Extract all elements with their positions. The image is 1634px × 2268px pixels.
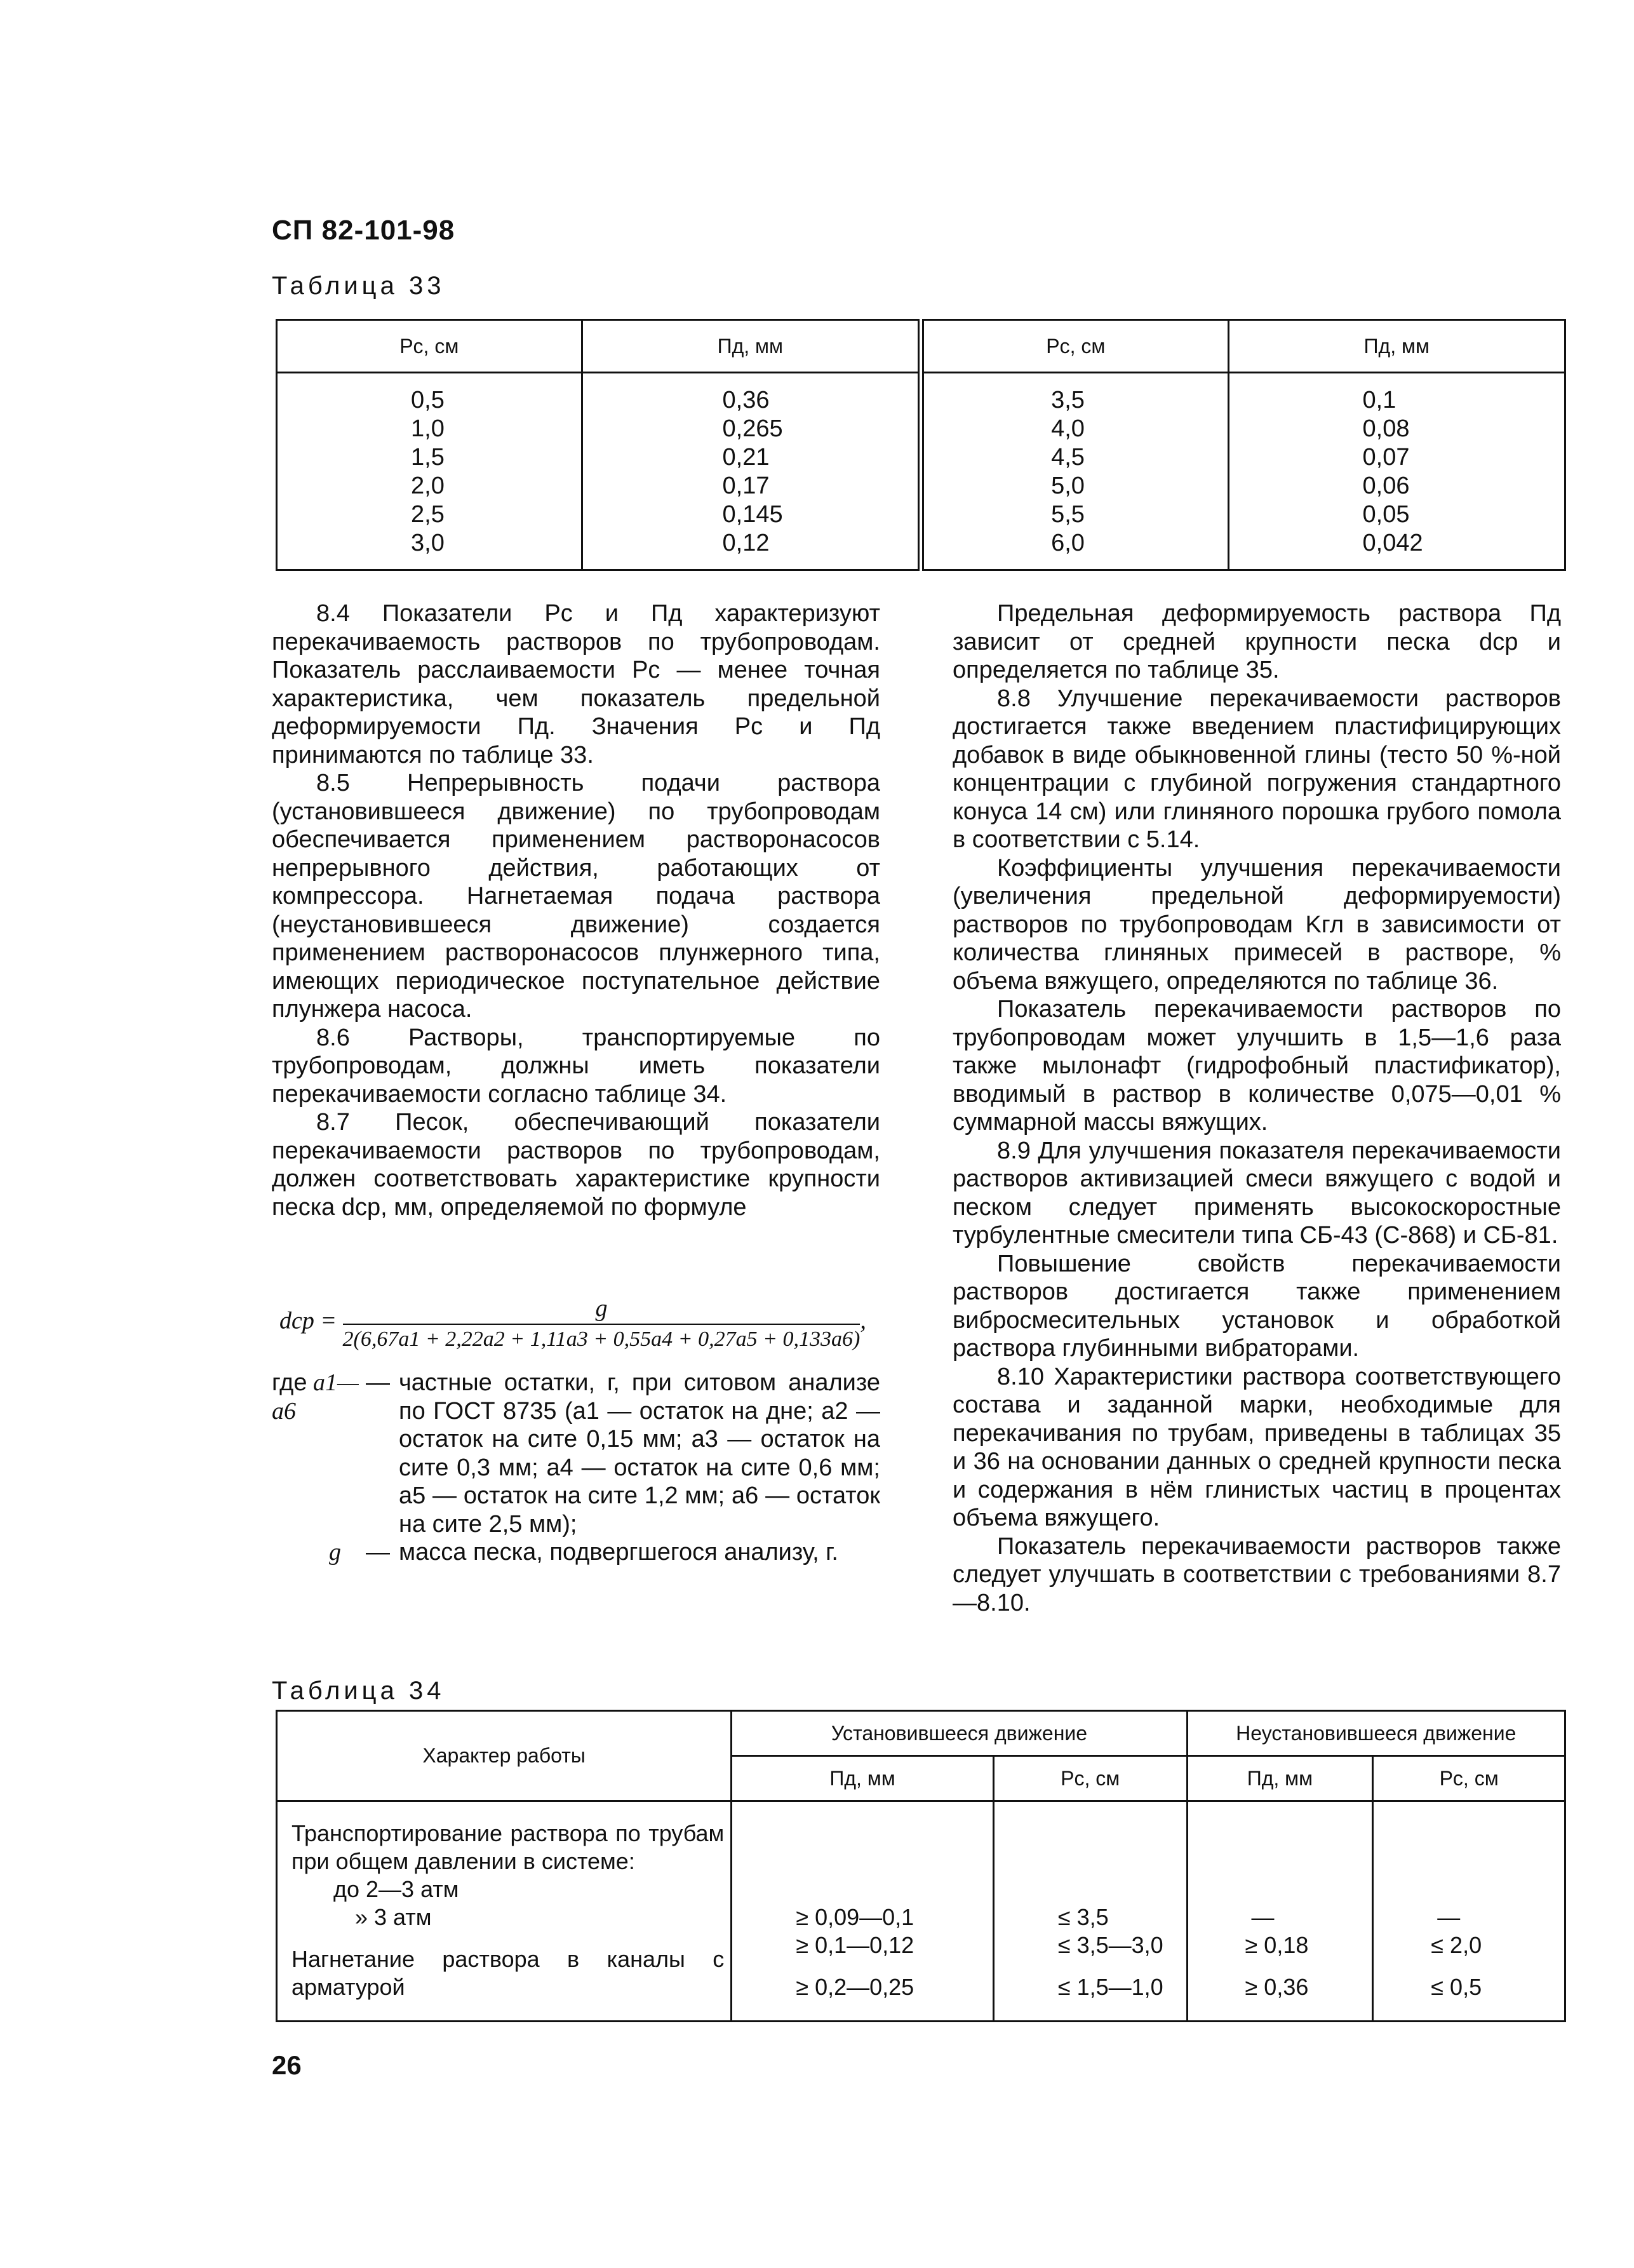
paragraph-8-6: 8.6 Растворы, транспортируемые по трубопроводам, должны иметь показатели перекачиваемости согласно таблице 34. xyxy=(272,1024,880,1108)
right-column xyxy=(953,600,1561,1617)
legend-symbol-a: где a1—a6 xyxy=(272,1369,359,1425)
table-33-header-pc-2: Pс, см xyxy=(921,320,1228,373)
table-34-col-pc-steady: ≤ 3,5 ≤ 3,5—3,0 ≤ 1,5—1,0 xyxy=(993,1801,1187,2022)
paragraph-8-10: 8.10 Характеристики раствора соответствующего состава и заданной марки, необходимые для перекачивания по трубам, приведены в таблицах 35 и 36 на основании данных о средней крупности песка и содержания в нём глинистых частиц в процентах объема вяжущего. xyxy=(953,1363,1561,1531)
table-33-col-pc: 0,5 1,0 1,5 2,0 2,5 3,0 xyxy=(277,373,582,570)
table-34-caption: Таблица 34 xyxy=(272,1677,445,1705)
table-33-header-pd: Пд, мм xyxy=(582,320,921,373)
table-34-header-unsteady: Неустановившееся движение xyxy=(1187,1711,1565,1756)
legend-dash-g: — xyxy=(366,1539,390,1566)
paragraph-vibro: Повышение свойств перекачиваемости растворов достигается также применением вибросмесительных установок и обработкой раствора глубинными вибраторами. xyxy=(953,1250,1561,1362)
paragraph-requirements: Показатель перекачиваемости растворов также следует улучшать в соответствии с требованиями 8.7—8.10. xyxy=(953,1533,1561,1616)
sand-size-formula xyxy=(279,1294,889,1352)
formula-legend xyxy=(272,1369,880,1567)
table-34-cell-work: Транспортирование раствора по трубам при общем давлении в системе: до 2—3 атм » 3 атм Нагнетание раствора в каналы с арматурой xyxy=(277,1801,732,2022)
formula-fraction xyxy=(343,1294,861,1352)
document-id: СП 82-101-98 xyxy=(272,215,455,246)
table-34-header-work: Характер работы xyxy=(277,1711,732,1801)
table-33-col-pd: 0,36 0,265 0,21 0,17 0,145 0,12 xyxy=(582,373,921,570)
table-34-row-transport xyxy=(277,1801,1565,2022)
left-column xyxy=(272,600,880,1221)
table-33 xyxy=(276,319,1566,571)
paragraph-8-7: 8.7 Песок, обеспечивающий показатели перекачиваемости растворов по трубопроводам, должен соответствовать характеристике крупности песка dср, мм, определяемой по формуле xyxy=(272,1109,880,1221)
table-34-col-pc-unsteady: — ≤ 2,0 ≤ 0,5 xyxy=(1373,1801,1565,2022)
paragraph-8-8: 8.8 Улучшение перекачиваемости растворов достигается также введением пластифицирующих добавок в виде обыкновенной глины (тесто 50 %-ной концентрации с глубиной погружения стандартного конуса 14 см) или глиняного порошка грубого помола в соответствии с 5.14. xyxy=(953,685,1561,853)
paragraph-coefficients: Коэффициенты улучшения перекачиваемости (увеличения предельной деформируемости) растворов по трубопроводам Kгл в зависимости от количества глиняных примесей в растворе, % объема вяжущего, определяются по таблице 36. xyxy=(953,854,1561,995)
table-34-header-pc-2: Pс, см xyxy=(1373,1756,1565,1801)
table-34-header-pd-2: Пд, мм xyxy=(1187,1756,1373,1801)
table-33-header-pd-2: Пд, мм xyxy=(1228,320,1565,373)
paragraph-8-5: 8.5 Непрерывность подачи раствора (установившееся движение) по трубопроводам обеспечивается применением растворонасосов непрерывного действия, работающих от компрессора. Нагнетаемая подача раствора (неустановившееся движение) создается применением растворонасосов плунжерного типа, имеющих периодическое поступательное действие плунжера насоса. xyxy=(272,770,880,1023)
paragraph-mylonaft: Показатель перекачиваемости растворов по трубопроводам может улучшить в 1,5—1,6 раза также мылонафт (гидрофобный пластификатор), вводимый в раствор в количестве 0,075—0,01 % суммарной массы вяжущих. xyxy=(953,996,1561,1136)
formula-tail: , xyxy=(860,1307,866,1334)
legend-row-a xyxy=(272,1369,880,1538)
formula-denominator: 2(6,67a1 + 2,22a2 + 1,11a3 + 0,55a4 + 0,27a5 + 0,133a6) xyxy=(342,1327,861,1351)
table-33-col-pd-2: 0,1 0,08 0,07 0,06 0,05 0,042 xyxy=(1228,373,1565,570)
legend-row-g xyxy=(272,1538,880,1567)
page-number: 26 xyxy=(272,2050,302,2080)
formula-numerator: g xyxy=(343,1294,861,1325)
legend-dash: — xyxy=(366,1369,390,1396)
table-34-header-steady: Установившееся движение xyxy=(732,1711,1187,1756)
paragraph-8-9: 8.9 Для улучшения показателя перекачиваемости растворов активизацией смеси вяжущего с водой и песком следует применять высокоскоростные турбулентные смесители типа СБ-43 (С-868) и СБ-81. xyxy=(953,1137,1561,1249)
table-33-col-pc-2: 3,5 4,0 4,5 5,0 5,5 6,0 xyxy=(921,373,1228,570)
table-34 xyxy=(276,1710,1566,2022)
table-34-col-pd-unsteady: — ≥ 0,18 ≥ 0,36 xyxy=(1187,1801,1373,2022)
formula-lhs: dср = xyxy=(279,1307,337,1334)
legend-symbol-g: g xyxy=(329,1539,341,1566)
paragraph-deformability: Предельная деформируемость раствора Пд зависит от средней крупности песка dср и определяется по таблице 35. xyxy=(953,600,1561,683)
table-33-header-pc: Pс, см xyxy=(277,320,582,373)
legend-text-g: масса песка, подвергшегося анализу, г. xyxy=(399,1539,838,1566)
table-33-caption: Таблица 33 xyxy=(272,272,445,300)
legend-text-a: частные остатки, г, при ситовом анализе по ГОСТ 8735 (a1 — остаток на дне; a2 — остаток на сите 0,15 мм; a3 — остаток на сите 0,3 мм; a4 — остаток на сите 0,6 мм; a5 — остаток на сите 1,2 мм; a6 — остаток на сите 2,5 мм); xyxy=(399,1369,880,1538)
paragraph-8-4: 8.4 Показатели Pс и Пд характеризуют перекачиваемость растворов по трубопроводам. Показатель расслаиваемости Pс — менее точная характеристика, чем показатель предельной деформируемости Пд. Значения Pс и Пд принимаются по таблице 33. xyxy=(272,600,880,768)
table-34-header-pd-1: Пд, мм xyxy=(732,1756,994,1801)
table-34-header-pc-1: Pс, см xyxy=(993,1756,1187,1801)
table-34-col-pd-steady: ≥ 0,09—0,1 ≥ 0,1—0,12 ≥ 0,2—0,25 xyxy=(732,1801,994,2022)
